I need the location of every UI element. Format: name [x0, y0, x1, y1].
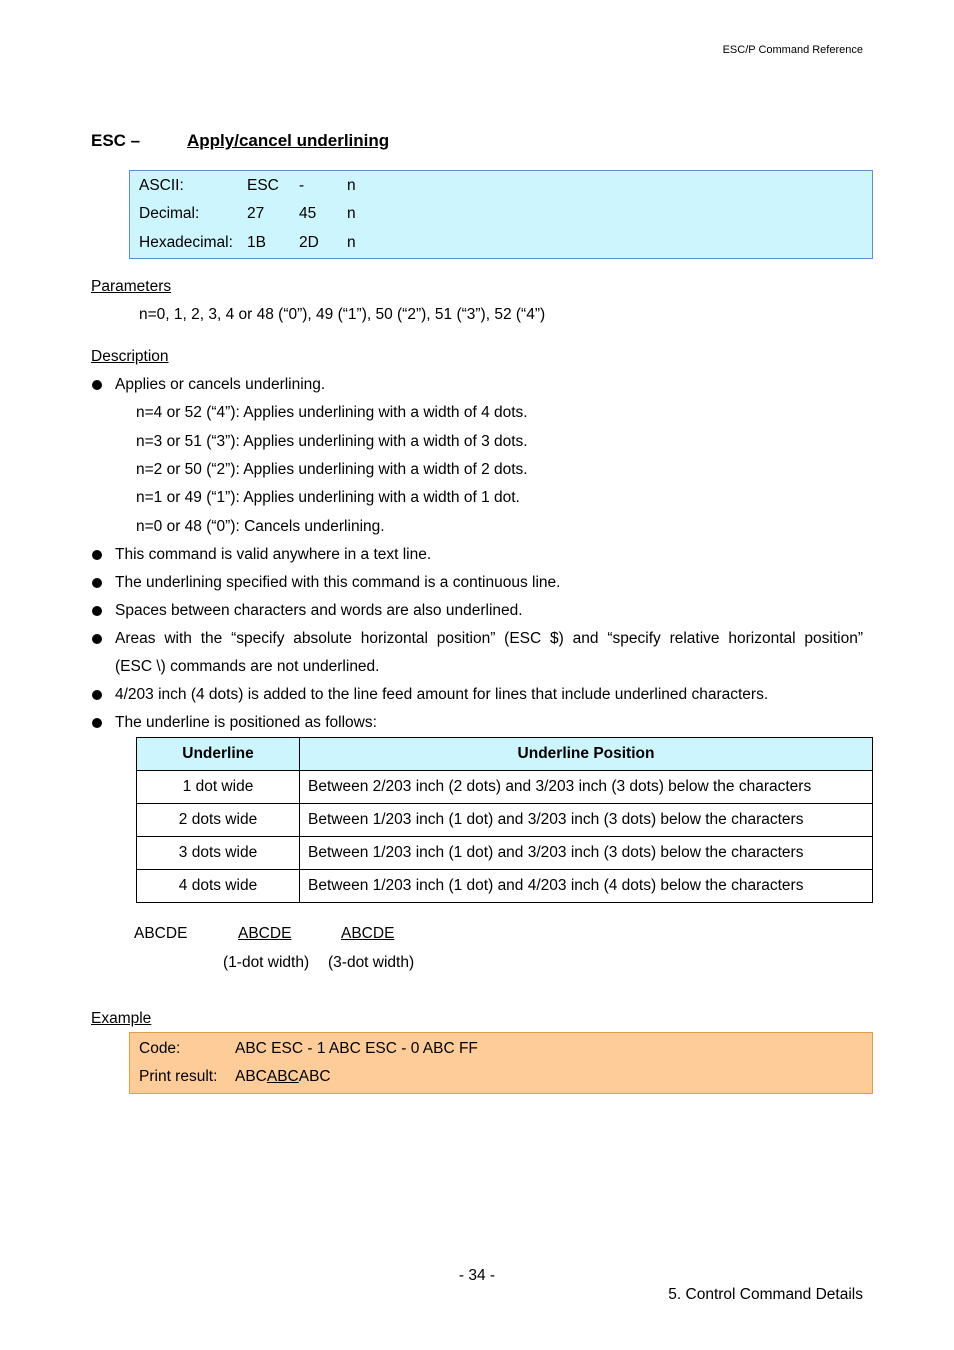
sample-underline-3dot: ABCDE	[341, 925, 395, 942]
sample-plain: ABCDE	[134, 925, 188, 942]
bullet-icon	[92, 606, 102, 616]
table-cell: Between 1/203 inch (1 dot) and 4/203 inch (4 dots) below the characters	[300, 870, 873, 903]
bullet-icon	[92, 578, 102, 588]
underline-position-table	[136, 737, 873, 903]
command-code: ESC –	[91, 131, 141, 150]
sample-underline-1dot: ABCDE	[238, 925, 292, 942]
description-bullet-continuation: (ESC \) commands are not underlined.	[115, 658, 380, 675]
description-subitem: n=3 or 51 (“3”): Applies underlining with a width of 3 dots.	[136, 433, 528, 450]
result-underlined-text: ABC	[266, 1068, 299, 1085]
description-bullet: The underline is positioned as follows:	[115, 714, 377, 731]
table-cell: 4 dots wide	[137, 870, 300, 903]
table-row	[137, 870, 873, 903]
table-cell: Between 1/203 inch (1 dot) and 3/203 inch (3 dots) below the characters	[300, 804, 873, 837]
description-subitem: n=2 or 50 (“2”): Applies underlining with a width of 2 dots.	[136, 461, 528, 478]
description-bullet: Applies or cancels underlining.	[115, 376, 326, 393]
result-plain-text: ABC	[235, 1068, 267, 1085]
table-cell: Between 1/203 inch (1 dot) and 3/203 inch (3 dots) below the characters	[300, 837, 873, 870]
table-row	[137, 837, 873, 870]
description-bullet: Areas with the “specify absolute horizontal position” (ESC $) and “specify relative horizontal position”	[115, 630, 863, 647]
parameters-heading: Parameters	[91, 278, 172, 295]
page-number: - 34 -	[458, 1267, 496, 1284]
bullet-icon	[92, 550, 102, 560]
sample-caption-1dot: (1-dot width)	[223, 954, 310, 971]
running-header: ESC/P Command Reference	[722, 44, 863, 56]
table-header-cell: Underline	[137, 738, 300, 771]
bullet-icon	[92, 718, 102, 728]
command-name: Apply/cancel underlining	[187, 131, 390, 150]
result-plain-text: ABC	[298, 1068, 331, 1085]
table-cell: 2 dots wide	[137, 804, 300, 837]
example-result-label: Print result:	[139, 1068, 218, 1085]
bullet-icon	[92, 634, 102, 644]
bullet-icon	[92, 380, 102, 390]
example-code-value: ABC ESC - 1 ABC ESC - 0 ABC FF	[235, 1040, 478, 1057]
syntax-value: -	[299, 177, 305, 194]
table-cell: 3 dots wide	[137, 837, 300, 870]
description-heading: Description	[91, 348, 169, 365]
syntax-value: ESC	[247, 177, 279, 194]
example-box	[129, 1032, 873, 1094]
description-subitem: n=4 or 52 (“4”): Applies underlining with a width of 4 dots.	[136, 404, 528, 421]
syntax-value: 1B	[247, 234, 266, 251]
description-subitem: n=1 or 49 (“1”): Applies underlining with a width of 1 dot.	[136, 489, 520, 506]
example-code-label: Code:	[139, 1040, 181, 1057]
section-footer: 5. Control Command Details	[668, 1286, 863, 1303]
table-cell: 1 dot wide	[137, 771, 300, 804]
syntax-value: 2D	[299, 234, 319, 251]
description-bullet: Spaces between characters and words are also underlined.	[115, 602, 523, 619]
table-row	[137, 771, 873, 804]
syntax-value: 45	[299, 205, 317, 222]
example-result-value	[235, 1068, 331, 1086]
example-heading: Example	[91, 1010, 152, 1027]
syntax-value: n	[347, 177, 356, 194]
table-header-row	[137, 738, 873, 771]
syntax-label: ASCII:	[139, 177, 184, 194]
description-bullet: The underlining specified with this command is a continuous line.	[115, 574, 561, 591]
description-subitem: n=0 or 48 (“0”): Cancels underlining.	[136, 518, 385, 535]
parameters-text: n=0, 1, 2, 3, 4 or 48 (“0”), 49 (“1”), 50 (“2”), 51 (“3”), 52 (“4”)	[139, 306, 546, 323]
description-bullet: 4/203 inch (4 dots) is added to the line feed amount for lines that include underlined characters.	[115, 686, 769, 703]
description-bullet: This command is valid anywhere in a text line.	[115, 546, 432, 563]
syntax-value: 27	[247, 205, 265, 222]
command-title	[91, 131, 389, 151]
syntax-label: Decimal:	[139, 205, 200, 222]
syntax-value: n	[347, 205, 356, 222]
syntax-value: n	[347, 234, 356, 251]
command-syntax-box	[129, 170, 873, 259]
bullet-icon	[92, 690, 102, 700]
table-header-cell: Underline Position	[300, 738, 873, 771]
sample-caption-3dot: (3-dot width)	[328, 954, 415, 971]
syntax-label: Hexadecimal:	[139, 234, 233, 251]
table-cell: Between 2/203 inch (2 dots) and 3/203 inch (3 dots) below the characters	[300, 771, 873, 804]
table-row	[137, 804, 873, 837]
